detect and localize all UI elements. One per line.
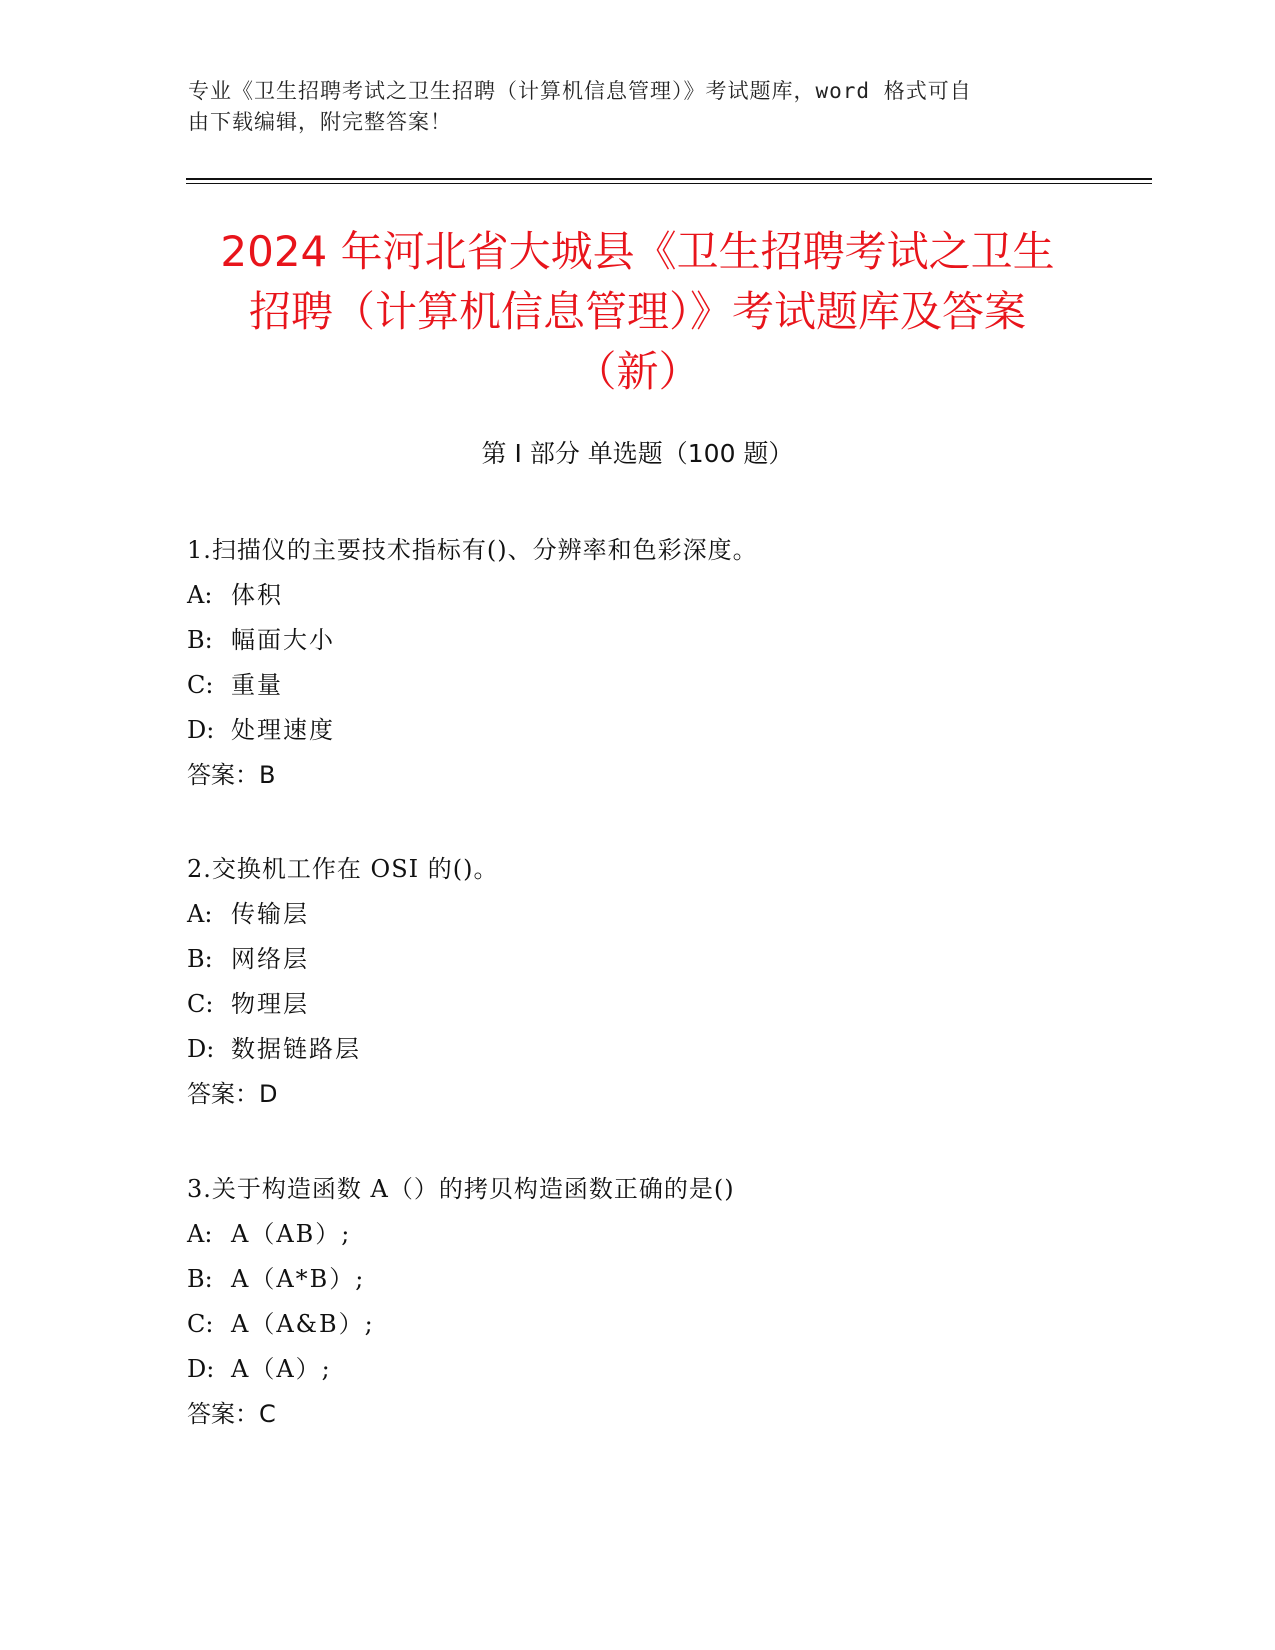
option-key: C:: [187, 990, 214, 1018]
question-3: [187, 1167, 1087, 1437]
option-b: [187, 618, 1087, 663]
option-key: D:: [187, 1035, 215, 1063]
question-2: [187, 847, 1087, 1117]
option-text: 体积: [231, 581, 283, 609]
option-d: [187, 1347, 1087, 1392]
option-key: B:: [187, 945, 213, 973]
option-c: [187, 663, 1087, 708]
option-key: B:: [187, 1265, 213, 1293]
option-text: A（A）;: [231, 1355, 332, 1383]
option-b: [187, 1257, 1087, 1302]
option-text: 传输层: [231, 900, 309, 928]
option-text: 物理层: [231, 990, 309, 1018]
option-key: C:: [187, 671, 214, 699]
option-key: B:: [187, 626, 213, 654]
option-text: 网络层: [231, 945, 309, 973]
option-a: [187, 892, 1087, 937]
header-divider-thick: [186, 178, 1152, 180]
answer-line: 答案：B: [187, 761, 276, 789]
option-text: 数据链路层: [231, 1035, 361, 1063]
option-text: A（A*B）;: [231, 1265, 366, 1293]
section-heading: 第 I 部分 单选题（100 题）: [481, 439, 794, 468]
option-text: A（A&B）;: [231, 1310, 375, 1338]
header-note: [188, 76, 1088, 138]
option-key: D:: [187, 716, 215, 744]
option-c: [187, 982, 1087, 1027]
option-text: A（AB）;: [231, 1220, 352, 1248]
document-title-line-1: 2024 年河北省大城县《卫生招聘考试之卫生: [220, 227, 1055, 276]
option-d: [187, 708, 1087, 753]
option-d: [187, 1027, 1087, 1072]
option-a: [187, 1212, 1087, 1257]
option-key: A:: [187, 900, 213, 928]
document-title-line-2: 招聘（计算机信息管理）》考试题库及答案: [248, 287, 1026, 336]
option-text: 幅面大小: [231, 626, 335, 654]
option-c: [187, 1302, 1087, 1347]
document-title-line-3: （新）: [574, 347, 701, 396]
question-stem: 1.扫描仪的主要技术指标有()、分辨率和色彩深度。: [187, 536, 758, 564]
header-note-line-2: 由下载编辑，附完整答案！: [188, 110, 452, 134]
option-key: A:: [187, 1220, 213, 1248]
option-key: C:: [187, 1310, 214, 1338]
answer-line: 答案：C: [187, 1400, 276, 1428]
question-stem: 2.交换机工作在 OSI 的()。: [187, 855, 499, 883]
option-a: [187, 573, 1087, 618]
option-key: A:: [187, 581, 213, 609]
header-divider-thin: [186, 183, 1152, 184]
question-stem: 3.关于构造函数 A（）的拷贝构造函数正确的是(): [187, 1175, 735, 1203]
answer-line: 答案：D: [187, 1080, 278, 1108]
option-text: 重量: [231, 671, 283, 699]
question-1: [187, 528, 1087, 798]
document-title: [170, 222, 1105, 402]
header-note-line-1: 专业《卫生招聘考试之卫生招聘（计算机信息管理）》考试题库，word 格式可自: [188, 79, 972, 103]
option-text: 处理速度: [231, 716, 335, 744]
option-b: [187, 937, 1087, 982]
option-key: D:: [187, 1355, 215, 1383]
